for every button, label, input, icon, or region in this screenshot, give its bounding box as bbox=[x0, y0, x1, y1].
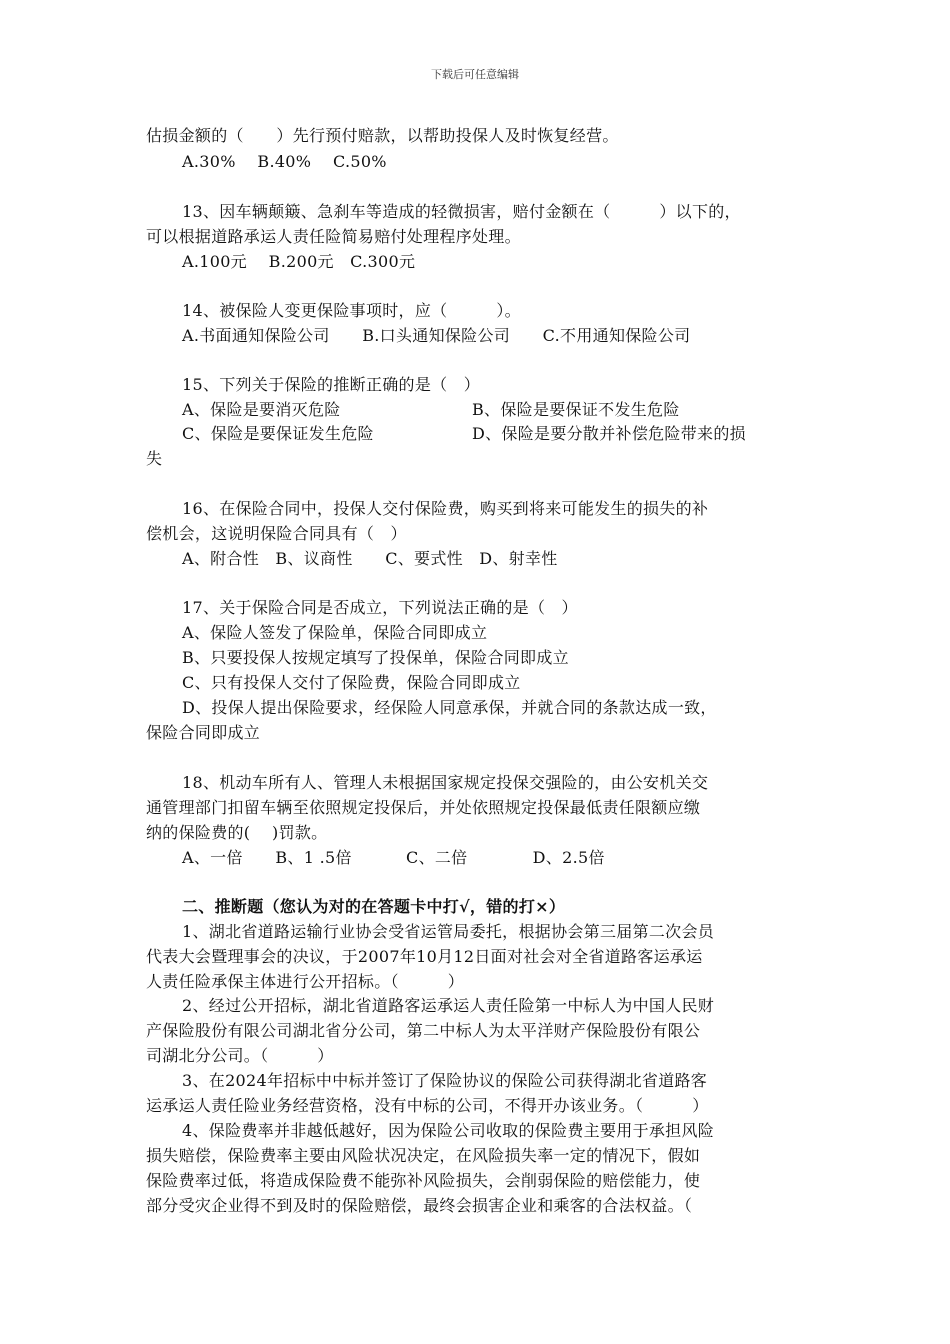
judge4-line4: 部分受灾企业得不到及时的保险赔偿，最终会损害企业和乘客的合法权益。（ bbox=[146, 1196, 693, 1215]
q15-option-b: B、保险是要保证不发生危险 bbox=[472, 400, 680, 419]
section-title: 二、推断题（您认为对的在答题卡中打√，错的打×） bbox=[182, 897, 566, 916]
judge3-line2: 运承运人责任险业务经营资格，没有中标的公司，不得开办该业务。（ ） bbox=[146, 1096, 709, 1115]
q14-options: A.书面通知保险公司 B.口头通知保险公司 C.不用通知保险公司 bbox=[182, 326, 691, 345]
judge2-line2: 产保险股份有限公司湖北省分公司，第二中标人为太平洋财产保险股份有限公 bbox=[146, 1021, 701, 1040]
q15-option-a: A、保险是要消灭危险 bbox=[182, 400, 341, 419]
q17-line1: 17、关于保险合同是否成立，下列说法正确的是（ ） bbox=[182, 598, 578, 617]
q15-line1: 15、下列关于保险的推断正确的是（ ） bbox=[182, 375, 481, 394]
q18-line1: 18、机动车所有人、管理人未根据国家规定投保交强险的，由公安机关交 bbox=[182, 773, 709, 792]
q17-option-d: D、投保人提出保险要求，经保险人同意承保，并就合同的条款达成一致， bbox=[182, 698, 717, 717]
q17-option-a: A、保险人签发了保险单，保险合同即成立 bbox=[182, 623, 488, 642]
q16-options: A、附合性 B、议商性 C、要式性 D、射幸性 bbox=[182, 549, 558, 568]
q15-option-d: D、保险是要分散并补偿危险带来的损 bbox=[472, 424, 746, 443]
q13-options: A.100元 B.200元 C.300元 bbox=[182, 252, 416, 271]
q18-line2: 通管理部门扣留车辆至依照规定投保后，并处依照规定投保最低责任限额应缴 bbox=[146, 798, 701, 817]
judge1-line3: 人责任险承保主体进行公开招标。（ ） bbox=[146, 972, 465, 991]
q17-option-d-cont: 保险合同即成立 bbox=[146, 723, 261, 742]
judge2-line3: 司湖北分公司。（ ） bbox=[146, 1046, 334, 1065]
judge2-line1: 2、经过公开招标，湖北省道路客运承运人责任险第一中标人为中国人民财 bbox=[182, 996, 715, 1015]
q16-line2: 偿机会，这说明保险合同具有（ ） bbox=[146, 524, 407, 543]
q15-option-c: C、保险是要保证发生危险 bbox=[182, 424, 374, 443]
q13-line2: 可以根据道路承运人责任险简易赔付处理程序处理。 bbox=[146, 227, 521, 246]
judge4-line1: 4、保险费率并非越低越好，因为保险公司收取的保险费主要用于承担风险 bbox=[182, 1121, 715, 1140]
q17-option-c: C、只有投保人交付了保险费，保险合同即成立 bbox=[182, 673, 521, 692]
page-header: 下载后可任意编辑 bbox=[431, 68, 519, 81]
q12-options: A.30% B.40% C.50% bbox=[182, 152, 387, 171]
q12-text: 估损金额的（ ）先行预付赔款，以帮助投保人及时恢复经营。 bbox=[146, 126, 619, 145]
q18-line3: 纳的保险费的( )罚款。 bbox=[146, 823, 328, 842]
judge1-line2: 代表大会暨理事会的决议，于2007年10月12日面对社会对全省道路客运承运 bbox=[146, 947, 703, 966]
q14-line1: 14、被保险人变更保险事项时，应（ ）。 bbox=[182, 301, 521, 320]
judge4-line2: 损失赔偿，保险费率主要由风险状况决定，在风险损失率一定的情况下，假如 bbox=[146, 1146, 701, 1165]
q16-line1: 16、在保险合同中，投保人交付保险费，购买到将来可能发生的损失的补 bbox=[182, 499, 709, 518]
q18-options: A、一倍 B、1 .5倍 C、二倍 D、2.5倍 bbox=[182, 848, 605, 867]
q17-option-b: B、只要投保人按规定填写了投保单，保险合同即成立 bbox=[182, 648, 569, 667]
judge4-line3: 保险费率过低，将造成保险费不能弥补风险损失，会削弱保险的赔偿能力，使 bbox=[146, 1171, 701, 1190]
judge3-line1: 3、在2024年招标中中标并签订了保险协议的保险公司获得湖北省道路客 bbox=[182, 1071, 708, 1090]
judge1-line1: 1、湖北省道路运输行业协会受省运管局委托，根据协会第三届第二次会员 bbox=[182, 922, 715, 941]
q15-option-d-cont: 失 bbox=[146, 449, 163, 468]
q13-line1: 13、因车辆颠簸、急刹车等造成的轻微损害，赔付金额在（ ）以下的， bbox=[182, 202, 741, 221]
